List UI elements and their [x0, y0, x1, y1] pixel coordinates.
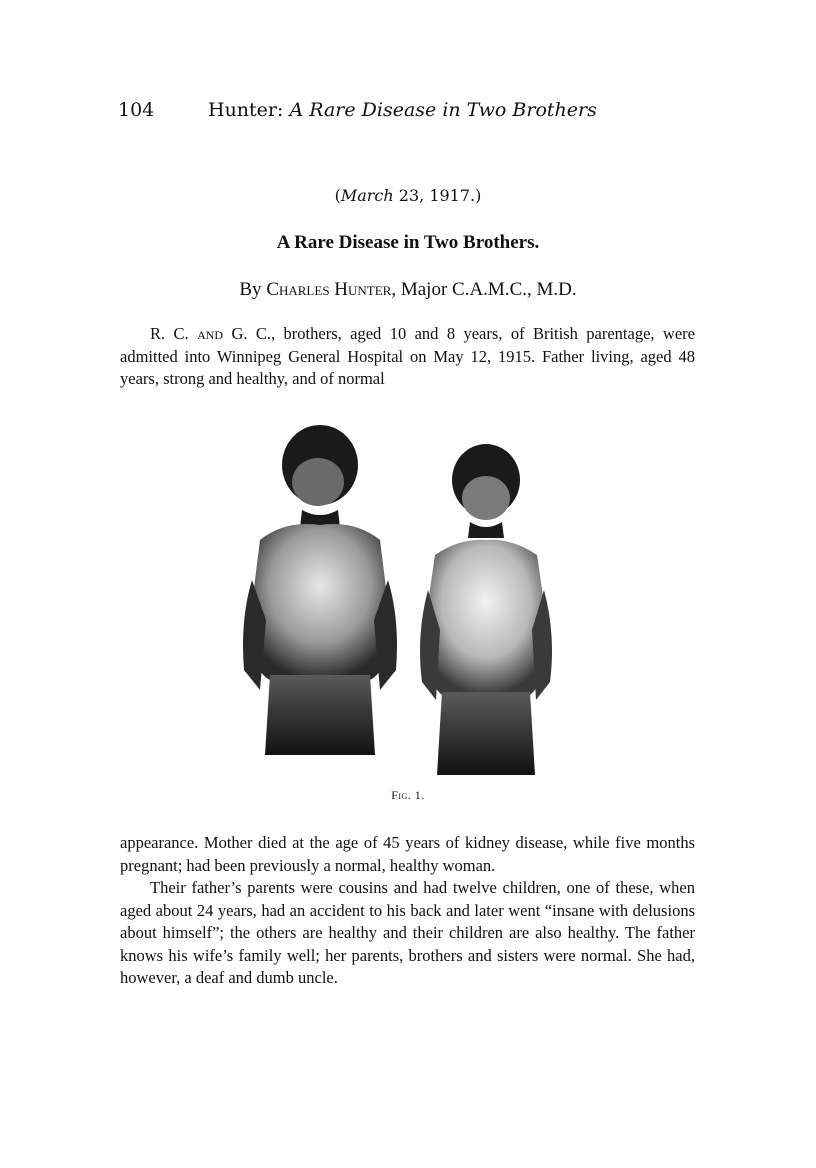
- family-history-paragraph: Their father’s parents were cousins and had twelve children, one of these, when aged about 24 years, had an accident to his back and later went “insane with delusions about himself”; the others are healthy and their children are also healthy. The father knows his wife’s family well; her parents, brothers and sisters were normal. She had, however, a deaf and dumb uncle.: [120, 878, 695, 987]
- date-open: (: [334, 186, 341, 205]
- running-head-author: Hunter:: [208, 99, 284, 121]
- p1-start: R. C.: [150, 324, 198, 343]
- opening-paragraph: [120, 323, 695, 391]
- byline: [0, 279, 816, 301]
- byline-prefix: By: [239, 279, 267, 300]
- p1-rest: G. C., brothers, aged 10 and 8 years, of British parentage, were admitted into Winnipeg General Hospital on May 12, 1915. Father living, aged 48 years, strong and healthy, and of normal: [120, 324, 695, 388]
- figure-photograph: [230, 420, 590, 780]
- figure-caption: [0, 788, 816, 803]
- two-brothers-photograph-icon: [230, 420, 590, 780]
- continuation-paragraphs: [120, 832, 695, 990]
- right-boy-figure: [420, 444, 552, 775]
- date-rest: 23, 1917.): [393, 186, 482, 205]
- left-boy-figure: [243, 425, 397, 755]
- page-number: 104: [118, 99, 155, 121]
- running-head: [118, 98, 718, 122]
- author-name: Charles Hunter: [266, 279, 392, 300]
- p1-continuation: appearance. Mother died at the age of 45 years of kidney disease, while five months pregnant; had been previously a normal, healthy woman.: [120, 833, 695, 875]
- article-title: A Rare Disease in Two Brothers.: [276, 232, 540, 253]
- author-credentials: , Major C.A.M.C., M.D.: [391, 279, 577, 300]
- running-head-title: A Rare Disease in Two Brothers: [289, 99, 597, 121]
- date-month: March: [340, 186, 394, 205]
- date-line: [0, 186, 816, 205]
- caption-text: Fig. 1.: [391, 788, 425, 802]
- p1-and: and: [197, 324, 224, 343]
